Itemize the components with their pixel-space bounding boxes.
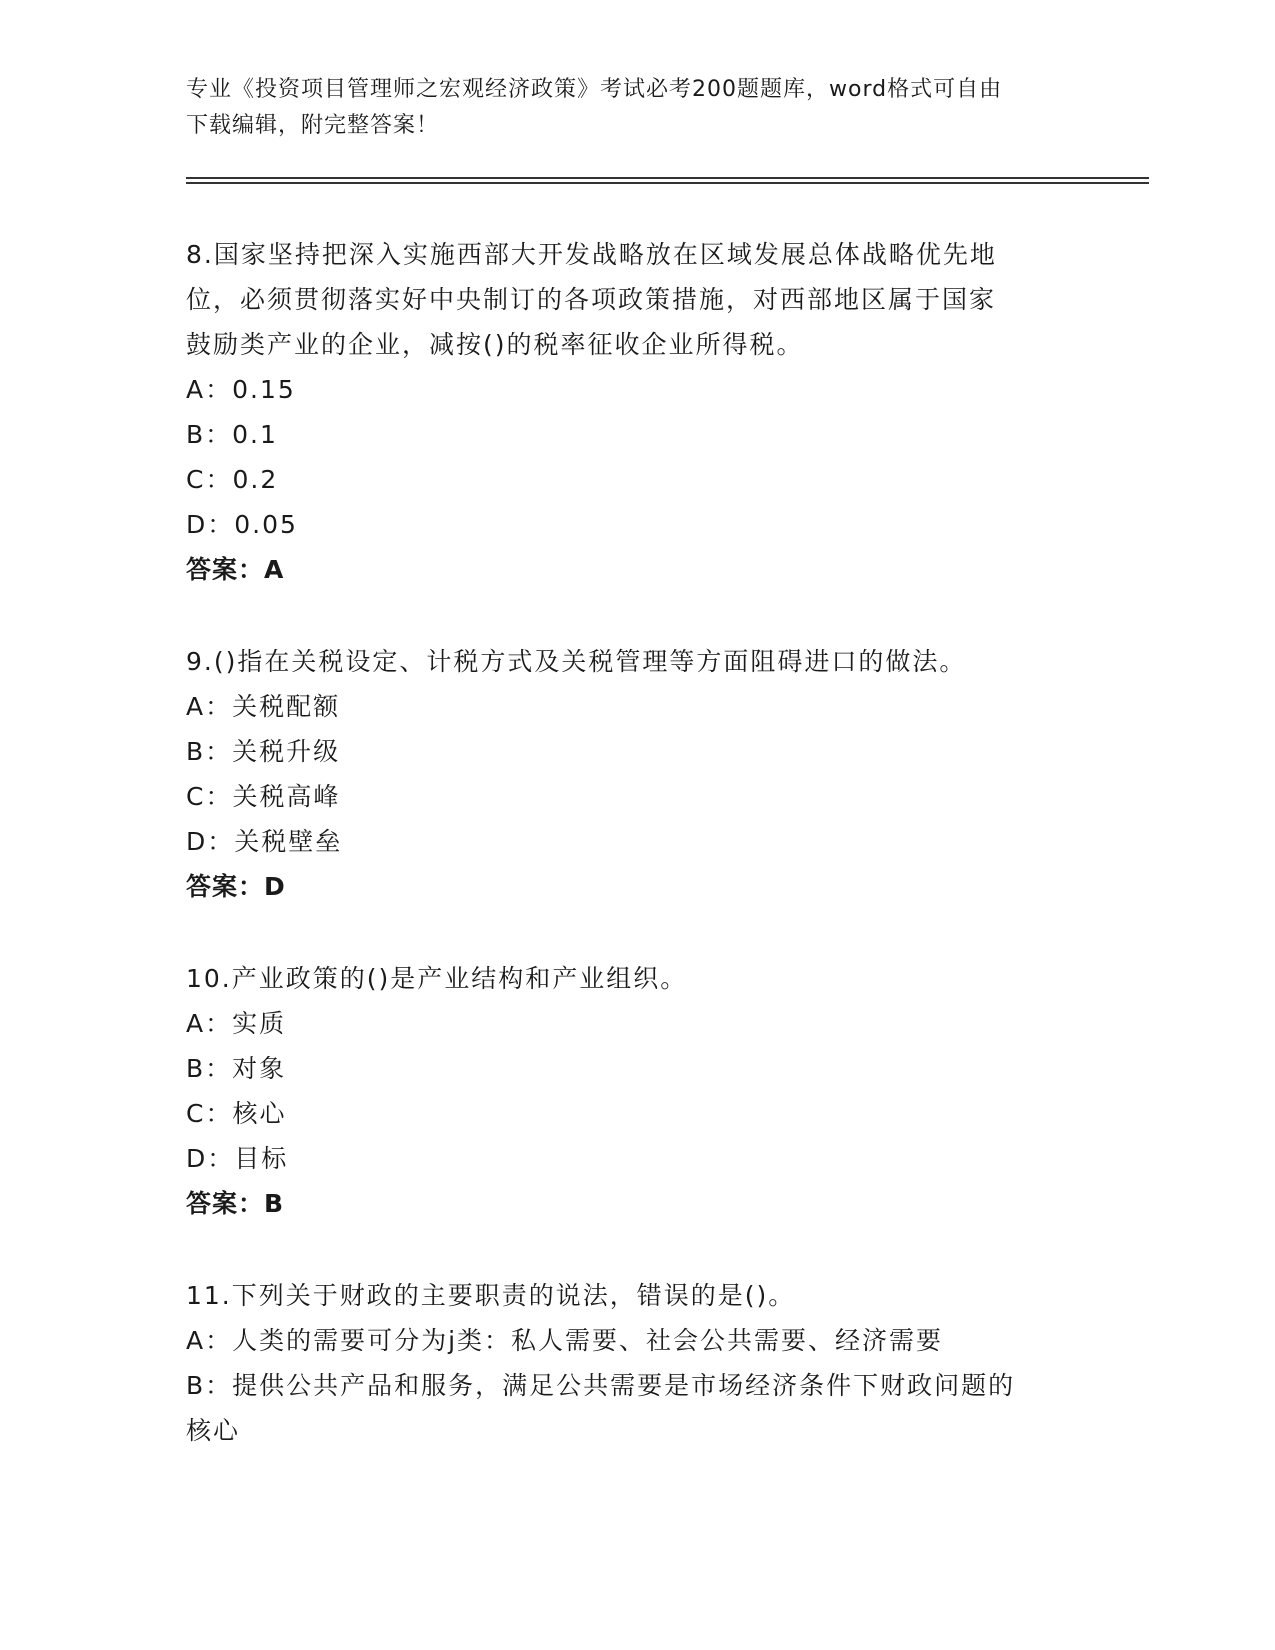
question-9 xyxy=(186,639,1086,909)
option-text: 0.2 xyxy=(232,465,279,494)
header-line-2: 下载编辑，附完整答案！ xyxy=(186,113,440,138)
question-stem-line: 8.国家坚持把深入实施西部大开发战略放在区域发展总体战略优先地 xyxy=(186,240,997,269)
option-letter: D： xyxy=(186,510,235,539)
option-a xyxy=(186,684,1086,729)
option-letter: C： xyxy=(186,465,233,494)
option-text: 关税配额 xyxy=(232,692,341,721)
option-d xyxy=(186,502,1086,547)
question-stem-line: 10.产业政策的()是产业结构和产业组织。 xyxy=(186,964,688,993)
option-text: 对象 xyxy=(232,1054,287,1083)
option-text: 0.15 xyxy=(232,375,296,404)
option-letter: B： xyxy=(186,737,233,766)
question-list xyxy=(186,232,1086,1453)
option-letter: B： xyxy=(186,1054,233,1083)
option-letter: C： xyxy=(186,1099,233,1128)
option-d xyxy=(186,819,1086,864)
option-text: 实质 xyxy=(232,1009,287,1038)
option-letter: A： xyxy=(186,692,233,721)
question-11 xyxy=(186,1273,1086,1453)
question-stem-line: 9.()指在关税设定、计税方式及关税管理等方面阻碍进口的做法。 xyxy=(186,647,967,676)
option-c xyxy=(186,774,1086,819)
question-8 xyxy=(186,232,1086,592)
question-stem-line: 11.下列关于财政的主要职责的说法，错误的是()。 xyxy=(186,1281,796,1310)
option-c xyxy=(186,457,1086,502)
option-b xyxy=(186,1046,1086,1091)
option-text: 目标 xyxy=(234,1144,289,1173)
question-spacer xyxy=(186,909,1086,956)
document-header xyxy=(186,72,1066,144)
header-divider-top xyxy=(186,177,1149,179)
option-b: B：提供公共产品和服务，满足公共需要是市场经济条件下财政问题的 xyxy=(186,1371,1016,1400)
header-line-1: 专业《投资项目管理师之宏观经济政策》考试必考200题题库，word格式可自由 xyxy=(186,77,1003,102)
option-text: 0.05 xyxy=(234,510,298,539)
header-divider-bottom xyxy=(186,182,1149,184)
option-a xyxy=(186,1001,1086,1046)
option-b xyxy=(186,729,1086,774)
question-spacer xyxy=(186,592,1086,639)
option-d xyxy=(186,1136,1086,1181)
question-stem-line: 位，必须贯彻落实好中央制订的各项政策措施，对西部地区属于国家 xyxy=(186,285,997,314)
question-10 xyxy=(186,956,1086,1226)
option-a: A：人类的需要可分为j类：私人需要、社会公共需要、经济需要 xyxy=(186,1326,944,1355)
question-stem-line: 鼓励类产业的企业，减按()的税率征收企业所得税。 xyxy=(186,330,804,359)
option-c xyxy=(186,1091,1086,1136)
option-a xyxy=(186,367,1086,412)
option-text: 关税壁垒 xyxy=(234,827,343,856)
option-text: 0.1 xyxy=(232,420,278,449)
answer-line: 答案：D xyxy=(186,872,286,901)
option-b-continuation: 核心 xyxy=(186,1416,241,1445)
option-text: 核心 xyxy=(232,1099,287,1128)
option-text: 关税高峰 xyxy=(232,782,341,811)
answer-line: 答案：A xyxy=(186,555,285,584)
option-letter: A： xyxy=(186,375,233,404)
option-letter: B： xyxy=(186,420,233,449)
option-letter: C： xyxy=(186,782,233,811)
option-letter: D： xyxy=(186,1144,235,1173)
answer-line: 答案：B xyxy=(186,1189,285,1218)
question-spacer xyxy=(186,1226,1086,1273)
option-text: 关税升级 xyxy=(232,737,341,766)
option-b xyxy=(186,412,1086,457)
option-letter: A： xyxy=(186,1009,233,1038)
option-letter: D： xyxy=(186,827,235,856)
